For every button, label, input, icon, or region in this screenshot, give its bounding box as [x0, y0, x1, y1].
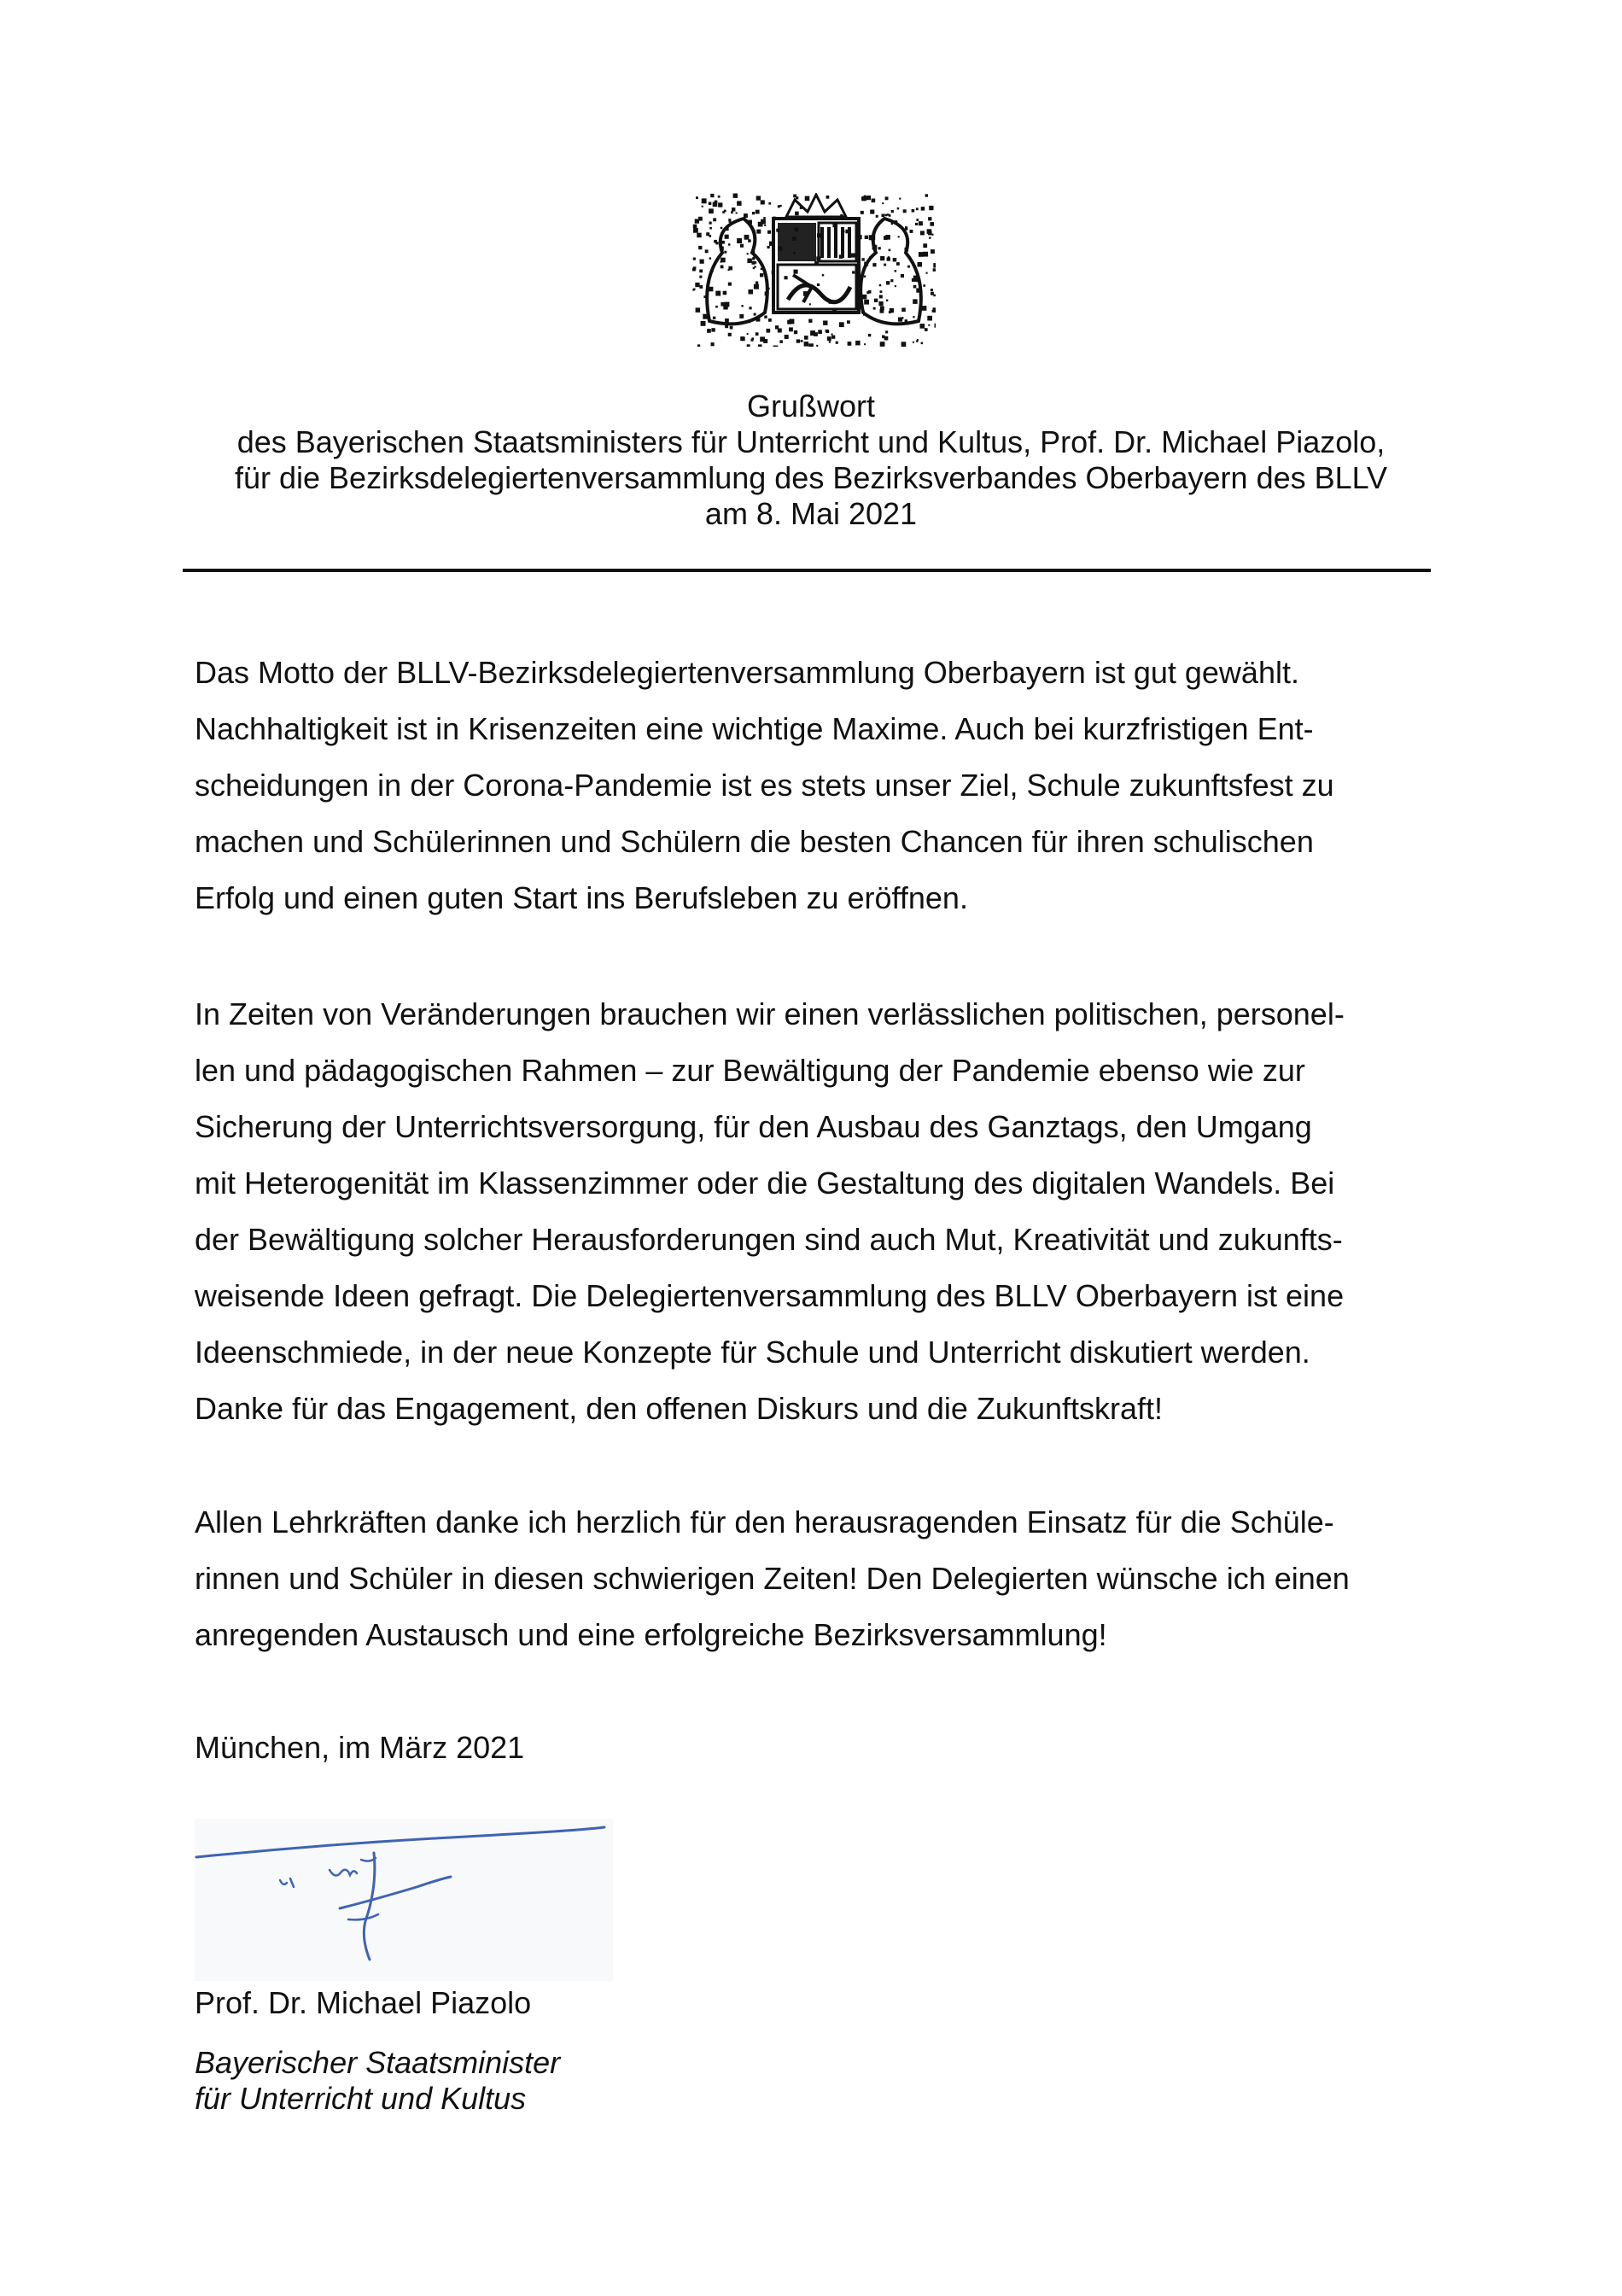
- signer-title-line: für Unterricht und Kultus: [195, 2081, 527, 2116]
- paragraph-line: weisende Ideen gefragt. Die Delegiertenversammlung des BLLV Oberbayern ist eine: [195, 1278, 1345, 1313]
- paragraph-line: scheidungen in der Corona-Pandemie ist es stets unser Ziel, Schule zukunftsfest zu: [195, 768, 1334, 803]
- paragraph-2: [195, 986, 1432, 1437]
- paragraph-line: Allen Lehrkräften danke ich herzlich für den herausragenden Einsatz für die Schüle-: [195, 1504, 1334, 1539]
- paragraph-line: mit Heterogenität im Klassenzimmer oder die Gestaltung des digitalen Wandels. Bei: [195, 1166, 1335, 1201]
- paragraph-3: [195, 1494, 1432, 1663]
- paragraph-line: machen und Schülerinnen und Schülern die besten Chancen für ihren schulischen: [195, 824, 1314, 859]
- signer-title: [195, 2045, 560, 2117]
- paragraph-line: len und pädagogischen Rahmen – zur Bewältigung der Pandemie ebenso wie zur: [195, 1053, 1305, 1088]
- signer-name: Prof. Dr. Michael Piazolo: [195, 1985, 532, 2020]
- paragraph-line: der Bewältigung solcher Herausforderungen sind auch Mut, Kreativität und zukunfts-: [195, 1222, 1343, 1257]
- document-header: [171, 389, 1451, 532]
- header-line-3: für die Bezirksdelegiertenversammlung des Bezirksverbandes Oberbayern des BLLV: [234, 460, 1388, 495]
- paragraph-line: Sicherung der Unterrichtsversorgung, für den Ausbau des Ganztags, den Umgang: [195, 1109, 1312, 1144]
- paragraph-line: In Zeiten von Veränderungen brauchen wir einen verlässlichen politischen, personel-: [195, 996, 1345, 1031]
- paragraph-1: [195, 645, 1432, 926]
- paragraph-line: Erfolg und einen guten Start ins Berufsleben zu eröffnen.: [195, 880, 968, 915]
- header-title: Grußwort: [746, 389, 875, 424]
- paragraph-line: anregenden Austausch und eine erfolgreiche Bezirksversammlung!: [195, 1617, 1107, 1652]
- paragraph-line: Danke für das Engagement, den offenen Diskurs und die Zukunftskraft!: [195, 1391, 1163, 1426]
- signer-title-line: Bayerischer Staatsminister: [195, 2045, 561, 2080]
- coat-of-arms-icon: [692, 193, 936, 347]
- header-line-2: des Bayerischen Staatsministers für Unterricht und Kultus, Prof. Dr. Michael Piazolo,: [236, 424, 1386, 459]
- paragraph-line: Das Motto der BLLV-Bezirksdelegiertenversammlung Oberbayern ist gut gewählt.: [195, 655, 1299, 690]
- paragraph-line: rinnen und Schüler in diesen schwierigen Zeiten! Den Delegierten wünsche ich einen: [195, 1561, 1350, 1596]
- handwritten-signature-icon: [195, 1819, 613, 1981]
- paragraph-line: Ideenschmiede, in der neue Konzepte für Schule und Unterricht diskutiert werden.: [195, 1335, 1310, 1370]
- place-date: München, im März 2021: [195, 1730, 525, 1765]
- header-divider: [183, 569, 1431, 572]
- header-line-4: am 8. Mai 2021: [704, 496, 918, 531]
- paragraph-line: Nachhaltigkeit ist in Krisenzeiten eine wichtige Maxime. Auch bei kurzfristigen Ent-: [195, 711, 1314, 746]
